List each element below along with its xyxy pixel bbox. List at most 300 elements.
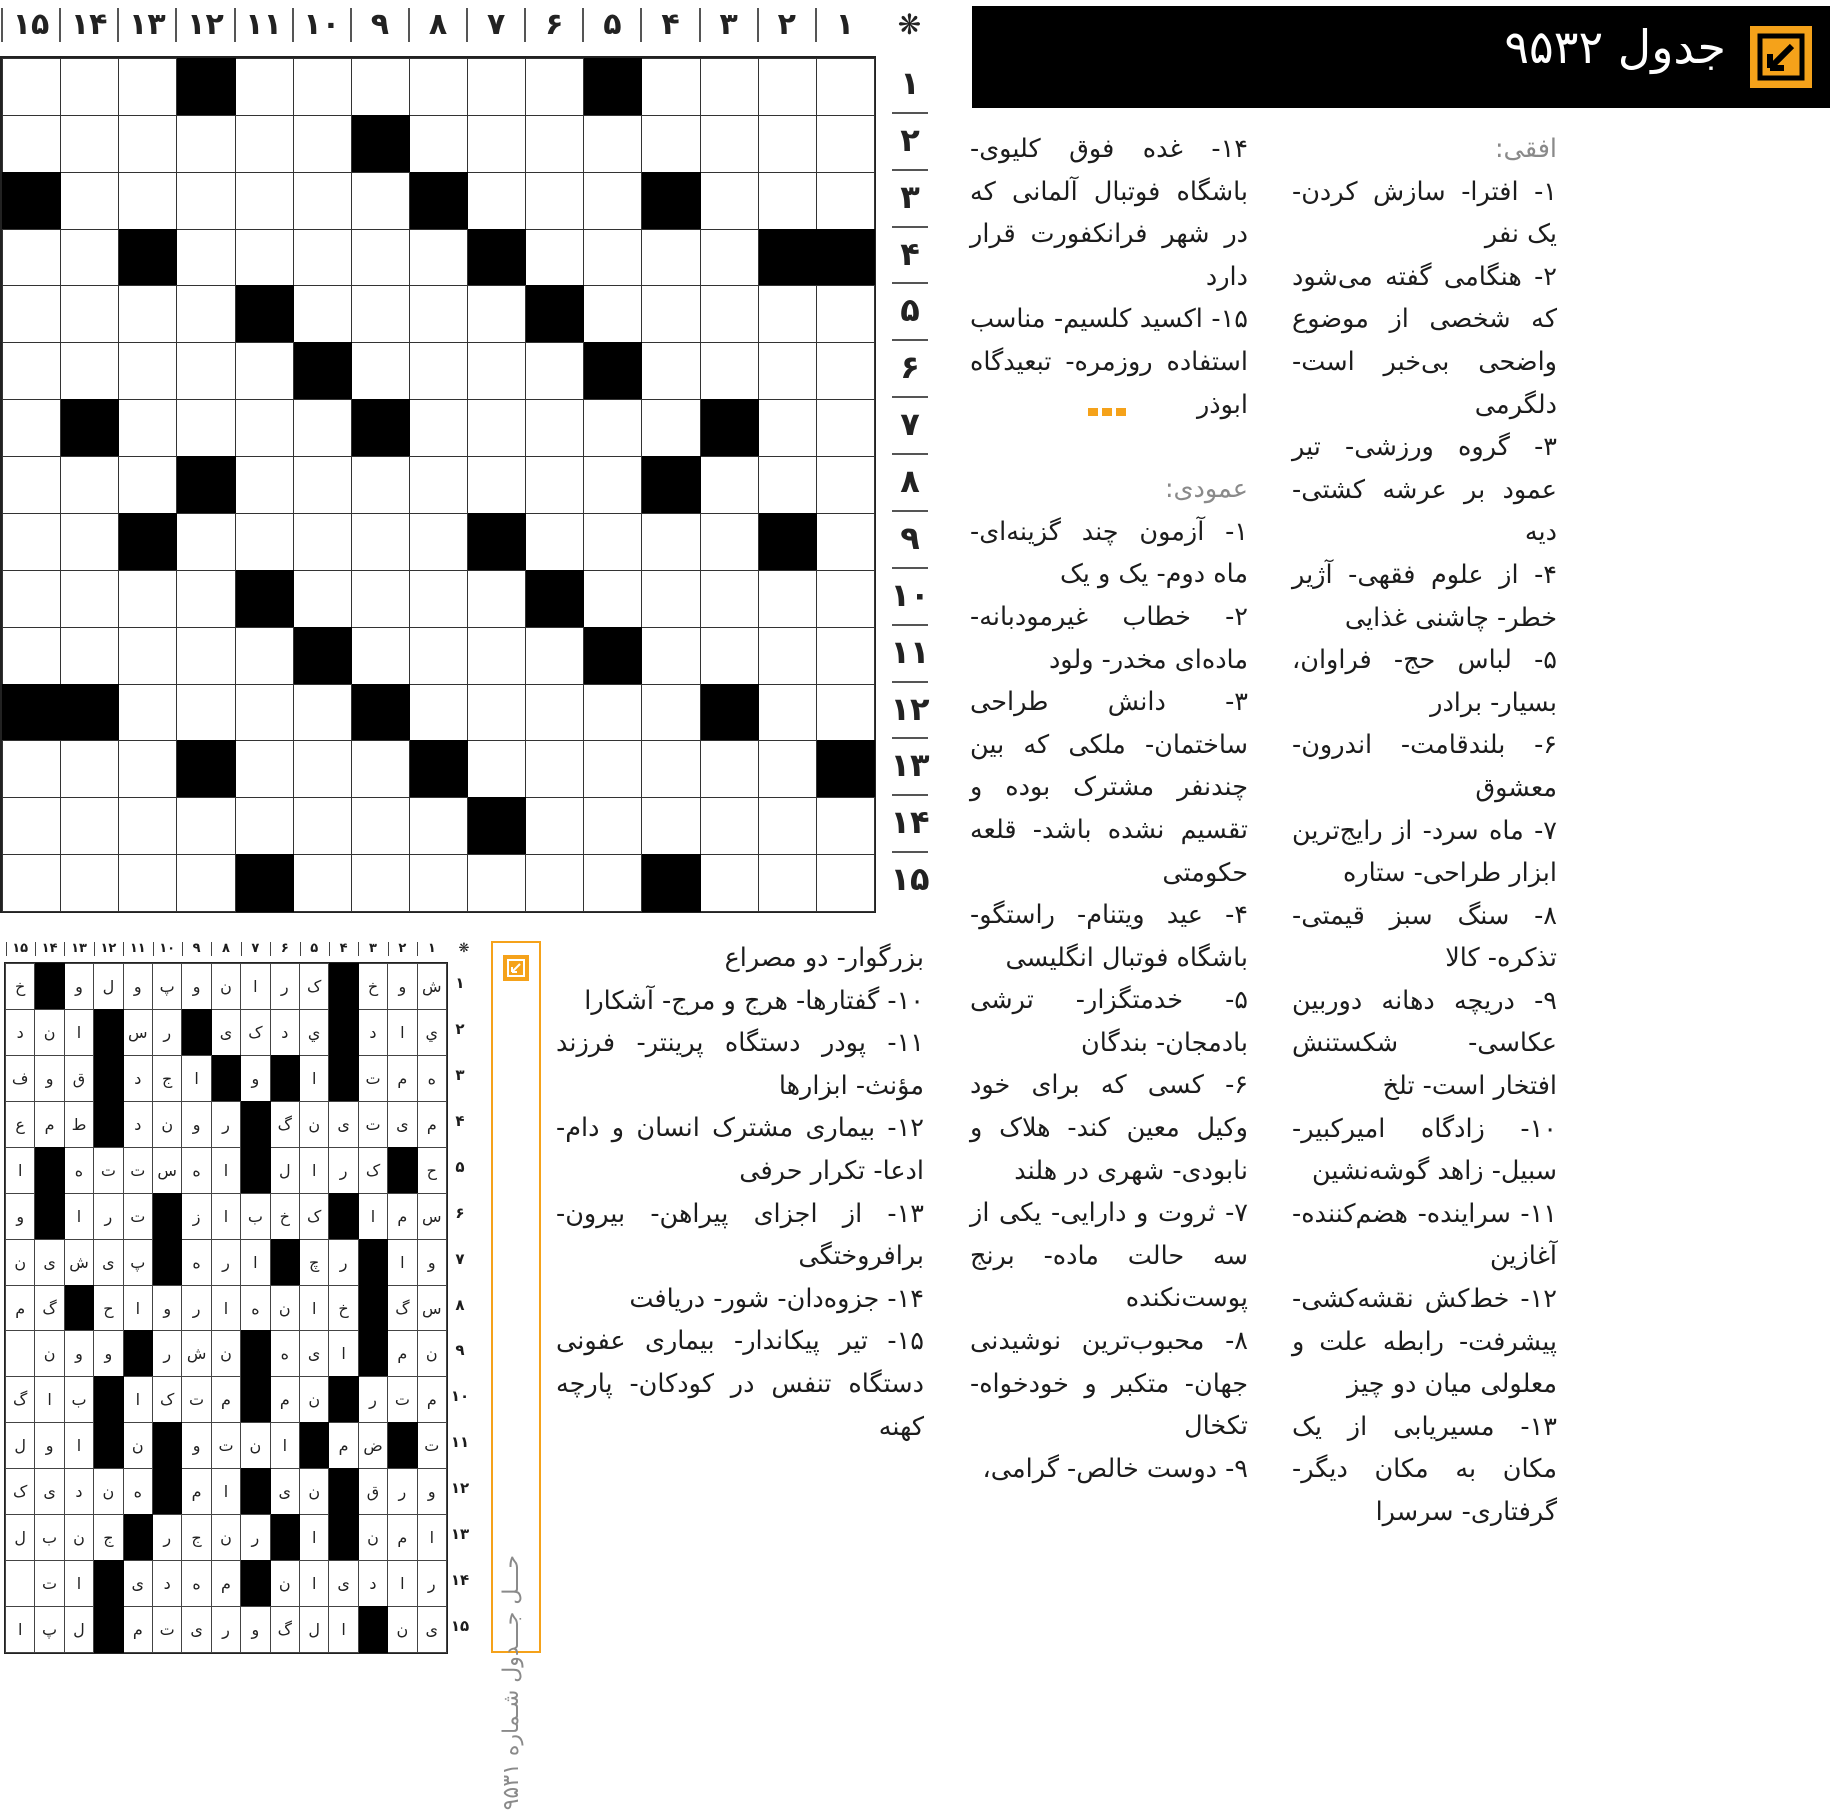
empty-cell[interactable]	[641, 684, 700, 742]
empty-cell[interactable]	[409, 456, 468, 514]
empty-cell[interactable]	[60, 797, 119, 855]
empty-cell[interactable]	[176, 797, 235, 855]
solution-letter-cell: ن	[5, 1239, 35, 1286]
row-separator	[892, 453, 928, 455]
empty-cell[interactable]	[467, 684, 526, 742]
solution-letter-cell: ض	[358, 1422, 388, 1469]
empty-cell[interactable]	[583, 456, 642, 514]
empty-cell[interactable]	[467, 115, 526, 173]
solution-letter-cell: و	[387, 963, 417, 1010]
empty-cell[interactable]	[758, 570, 817, 628]
solution-letter-cell: م	[387, 1193, 417, 1240]
empty-cell[interactable]	[700, 115, 759, 173]
empty-cell[interactable]	[235, 229, 294, 287]
empty-cell[interactable]	[525, 342, 584, 400]
solution-letter-cell: ا	[387, 1239, 417, 1286]
empty-cell[interactable]	[700, 740, 759, 798]
row-number: ۱۳	[890, 746, 930, 785]
empty-cell[interactable]	[351, 627, 410, 685]
empty-cell[interactable]	[409, 513, 468, 571]
solution-letter-cell: س	[417, 1285, 447, 1332]
empty-cell[interactable]	[525, 513, 584, 571]
empty-cell[interactable]	[700, 229, 759, 287]
empty-cell[interactable]	[293, 399, 352, 457]
empty-cell[interactable]	[60, 740, 119, 798]
empty-cell[interactable]	[525, 627, 584, 685]
empty-cell[interactable]	[235, 740, 294, 798]
empty-cell[interactable]	[700, 627, 759, 685]
solution-letter-cell: گ	[270, 1101, 300, 1148]
empty-cell[interactable]	[351, 172, 410, 230]
empty-cell[interactable]	[2, 797, 61, 855]
empty-cell[interactable]	[700, 456, 759, 514]
empty-cell[interactable]	[525, 854, 584, 912]
row-separator	[892, 339, 928, 341]
empty-cell[interactable]	[467, 627, 526, 685]
empty-cell[interactable]	[293, 58, 352, 116]
clue-item: ۱۱- پودر دستگاه پرینتر- فرزند مؤنث- ابزارها	[556, 1028, 924, 1101]
empty-cell[interactable]	[409, 570, 468, 628]
empty-cell[interactable]	[641, 229, 700, 287]
empty-cell[interactable]	[351, 570, 410, 628]
empty-cell[interactable]	[758, 627, 817, 685]
clue-item: ۷- ثروت و دارایی- یکی از سه حالت ماده- برنج پوست‌نکنده	[970, 1198, 1248, 1314]
empty-cell[interactable]	[293, 513, 352, 571]
solution-letter-cell: ا	[34, 1376, 64, 1423]
solution-letter-cell: ی	[387, 1101, 417, 1148]
black-cell	[235, 285, 294, 343]
solution-letter-cell: ا	[328, 1606, 358, 1653]
empty-cell[interactable]	[467, 570, 526, 628]
column-number: ۱۴	[70, 7, 108, 42]
empty-cell[interactable]	[583, 513, 642, 571]
empty-cell[interactable]	[293, 115, 352, 173]
empty-cell[interactable]	[118, 854, 177, 912]
black-cell	[118, 229, 177, 287]
empty-cell[interactable]	[2, 627, 61, 685]
empty-cell[interactable]	[2, 740, 61, 798]
empty-cell[interactable]	[118, 740, 177, 798]
empty-cell[interactable]	[2, 58, 61, 116]
clue-item: ۱۳- مسیریابی از یک مکان به مکان دیگر- گرفتاری- سرسرا	[1292, 1411, 1557, 1527]
empty-cell[interactable]	[525, 797, 584, 855]
empty-cell[interactable]	[816, 115, 875, 173]
empty-cell[interactable]	[583, 740, 642, 798]
across-heading: افقی:	[1494, 134, 1557, 164]
empty-cell[interactable]	[467, 456, 526, 514]
empty-cell[interactable]	[409, 399, 468, 457]
column-number: ۹	[370, 7, 390, 42]
solution-letter-cell: و	[240, 1606, 270, 1653]
empty-cell[interactable]	[816, 58, 875, 116]
empty-cell[interactable]	[60, 570, 119, 628]
empty-cell[interactable]	[176, 399, 235, 457]
empty-cell[interactable]	[176, 627, 235, 685]
clue-item: ۵- خدمتگزار- ترشی بادمجان- بندگان	[970, 985, 1248, 1058]
solution-letter-cell: ت	[123, 1193, 153, 1240]
empty-cell[interactable]	[60, 342, 119, 400]
empty-cell[interactable]	[176, 684, 235, 742]
empty-cell[interactable]	[60, 854, 119, 912]
solution-label: حـــل جـــدول شـماره ۹۵۳۱	[499, 1555, 524, 1810]
corner-asterisk: ❋	[458, 941, 470, 956]
solution-letter-cell: د	[270, 1009, 300, 1056]
row-separator	[892, 112, 928, 114]
empty-cell[interactable]	[235, 342, 294, 400]
empty-cell[interactable]	[641, 58, 700, 116]
solution-black-cell	[240, 1101, 270, 1148]
empty-cell[interactable]	[118, 797, 177, 855]
empty-cell[interactable]	[525, 684, 584, 742]
empty-cell[interactable]	[700, 285, 759, 343]
empty-cell[interactable]	[118, 627, 177, 685]
solution-black-cell	[270, 1514, 300, 1561]
empty-cell[interactable]	[525, 115, 584, 173]
empty-cell[interactable]	[2, 285, 61, 343]
empty-cell[interactable]	[641, 285, 700, 343]
solution-letter-cell: م	[181, 1468, 211, 1515]
empty-cell[interactable]	[583, 854, 642, 912]
solution-column-number: ۳	[369, 941, 377, 956]
empty-cell[interactable]	[176, 570, 235, 628]
empty-cell[interactable]	[409, 627, 468, 685]
empty-cell[interactable]	[409, 684, 468, 742]
empty-cell[interactable]	[409, 854, 468, 912]
empty-cell[interactable]	[351, 229, 410, 287]
black-cell	[409, 740, 468, 798]
empty-cell[interactable]	[293, 684, 352, 742]
solution-letter-cell: ا	[64, 1009, 94, 1056]
solution-letter-cell: م	[417, 1101, 447, 1148]
empty-cell[interactable]	[176, 285, 235, 343]
empty-cell[interactable]	[176, 115, 235, 173]
empty-cell[interactable]	[235, 627, 294, 685]
solution-letter-cell: ک	[299, 963, 329, 1010]
empty-cell[interactable]	[583, 285, 642, 343]
empty-cell[interactable]	[118, 684, 177, 742]
empty-cell[interactable]	[525, 229, 584, 287]
page-title: جدول ۹۵۳۲	[1504, 20, 1726, 74]
empty-cell[interactable]	[60, 229, 119, 287]
empty-cell[interactable]	[700, 172, 759, 230]
empty-cell[interactable]	[235, 399, 294, 457]
solution-column-number: ۱۳	[71, 941, 87, 956]
empty-cell[interactable]	[176, 229, 235, 287]
solution-letter-cell: ن	[123, 1422, 153, 1469]
empty-cell[interactable]	[351, 456, 410, 514]
empty-cell[interactable]	[60, 513, 119, 571]
empty-cell[interactable]	[467, 285, 526, 343]
black-cell	[641, 456, 700, 514]
column-number: ۲	[777, 7, 796, 42]
empty-cell[interactable]	[351, 285, 410, 343]
empty-cell[interactable]	[118, 399, 177, 457]
black-cell	[176, 58, 235, 116]
solution-letter-cell: ل	[64, 1606, 94, 1653]
solution-letter-cell: ن	[34, 1009, 64, 1056]
empty-cell[interactable]	[641, 627, 700, 685]
empty-cell[interactable]	[816, 854, 875, 912]
solution-row-number: ۱۲	[450, 1479, 470, 1498]
empty-cell[interactable]	[235, 513, 294, 571]
empty-cell[interactable]	[60, 172, 119, 230]
empty-cell[interactable]	[641, 740, 700, 798]
solution-black-cell	[93, 1422, 123, 1469]
empty-cell[interactable]	[235, 456, 294, 514]
empty-cell[interactable]	[351, 342, 410, 400]
solution-black-cell	[270, 1239, 300, 1286]
empty-cell[interactable]	[2, 229, 61, 287]
empty-cell[interactable]	[816, 684, 875, 742]
solution-letter-cell: ا	[328, 1330, 358, 1377]
empty-cell[interactable]	[467, 399, 526, 457]
empty-cell[interactable]	[467, 740, 526, 798]
empty-cell[interactable]	[409, 797, 468, 855]
empty-cell[interactable]	[293, 740, 352, 798]
row-separator	[892, 794, 928, 796]
solution-letter-cell: ت	[358, 1055, 388, 1102]
empty-cell[interactable]	[409, 58, 468, 116]
empty-cell[interactable]	[700, 797, 759, 855]
empty-cell[interactable]	[60, 58, 119, 116]
solution-letter-cell: ر	[328, 1239, 358, 1286]
empty-cell[interactable]	[60, 456, 119, 514]
solution-black-cell	[328, 1193, 358, 1240]
empty-cell[interactable]	[758, 399, 817, 457]
solution-letter-cell: د	[358, 1560, 388, 1607]
empty-cell[interactable]	[2, 342, 61, 400]
solution-row-number: ۳	[455, 1065, 465, 1084]
empty-cell[interactable]	[583, 172, 642, 230]
empty-cell[interactable]	[700, 58, 759, 116]
solution-row-number: ۱۳	[450, 1525, 470, 1544]
empty-cell[interactable]	[758, 58, 817, 116]
empty-cell[interactable]	[351, 797, 410, 855]
solution-column-number: ۸	[222, 941, 230, 956]
empty-cell[interactable]	[758, 740, 817, 798]
empty-cell[interactable]	[700, 342, 759, 400]
black-cell	[641, 854, 700, 912]
empty-cell[interactable]	[700, 513, 759, 571]
empty-cell[interactable]	[60, 627, 119, 685]
empty-cell[interactable]	[293, 797, 352, 855]
black-cell	[467, 229, 526, 287]
empty-cell[interactable]	[235, 115, 294, 173]
empty-cell[interactable]	[118, 172, 177, 230]
empty-cell[interactable]	[641, 342, 700, 400]
solution-black-cell	[387, 1147, 417, 1194]
clue-item: ۱۰- زادگاه امیرکبیر- سبیل- زاهد گوشه‌نشین	[1292, 1113, 1557, 1187]
solution-black-cell	[64, 1285, 94, 1332]
empty-cell[interactable]	[351, 58, 410, 116]
empty-cell[interactable]	[758, 342, 817, 400]
empty-cell[interactable]	[467, 342, 526, 400]
empty-cell[interactable]	[409, 229, 468, 287]
empty-cell[interactable]	[409, 342, 468, 400]
empty-cell[interactable]	[641, 115, 700, 173]
empty-cell[interactable]	[176, 854, 235, 912]
empty-cell[interactable]	[758, 172, 817, 230]
solution-letter-cell: ی	[93, 1239, 123, 1286]
empty-cell[interactable]	[176, 513, 235, 571]
empty-cell[interactable]	[525, 399, 584, 457]
solution-letter-cell: د	[5, 1009, 35, 1056]
solution-letter-cell: ش	[417, 963, 447, 1010]
empty-cell[interactable]	[118, 342, 177, 400]
empty-cell[interactable]	[118, 570, 177, 628]
empty-cell[interactable]	[176, 342, 235, 400]
empty-cell[interactable]	[235, 58, 294, 116]
empty-cell[interactable]	[583, 797, 642, 855]
empty-cell[interactable]	[467, 854, 526, 912]
solution-row-number: ۴	[455, 1111, 465, 1130]
empty-cell[interactable]	[293, 285, 352, 343]
solution-letter-cell: گ	[34, 1285, 64, 1332]
black-cell	[351, 684, 410, 742]
empty-cell[interactable]	[235, 797, 294, 855]
black-cell	[758, 229, 817, 287]
solution-column-number: ۹	[192, 941, 201, 956]
solution-column-numbers	[4, 938, 474, 960]
solution-letter-cell: ا	[299, 1285, 329, 1332]
empty-cell[interactable]	[176, 172, 235, 230]
empty-cell[interactable]	[118, 456, 177, 514]
empty-cell[interactable]	[351, 854, 410, 912]
empty-cell[interactable]	[293, 172, 352, 230]
solution-letter-cell: ر	[270, 963, 300, 1010]
empty-cell[interactable]	[816, 285, 875, 343]
solution-letter-cell: ه	[123, 1468, 153, 1515]
empty-cell[interactable]	[700, 570, 759, 628]
empty-cell[interactable]	[293, 456, 352, 514]
column-number: ۱۰	[303, 7, 341, 42]
empty-cell[interactable]	[118, 285, 177, 343]
empty-cell[interactable]	[525, 58, 584, 116]
empty-cell[interactable]	[758, 684, 817, 742]
empty-cell[interactable]	[816, 172, 875, 230]
empty-cell[interactable]	[641, 570, 700, 628]
solution-letter-cell: و	[34, 1055, 64, 1102]
black-cell	[409, 172, 468, 230]
empty-cell[interactable]	[816, 399, 875, 457]
empty-cell[interactable]	[467, 58, 526, 116]
empty-cell[interactable]	[583, 570, 642, 628]
clue-item: ۶- کسی که برای خود وکیل معین کند- هلاک و نابودی- شهری در هلند	[970, 1070, 1248, 1186]
empty-cell[interactable]	[583, 115, 642, 173]
empty-cell[interactable]	[2, 399, 61, 457]
empty-cell[interactable]	[641, 513, 700, 571]
empty-cell[interactable]	[2, 570, 61, 628]
empty-cell[interactable]	[2, 456, 61, 514]
solution-letter-cell: ا	[240, 963, 270, 1010]
empty-cell[interactable]	[583, 684, 642, 742]
empty-cell[interactable]	[583, 229, 642, 287]
empty-cell[interactable]	[118, 115, 177, 173]
solution-column-separator	[35, 942, 36, 956]
across-clues-column	[1292, 128, 1557, 1534]
black-cell	[176, 740, 235, 798]
solution-column-number: ۱۰	[159, 941, 176, 956]
empty-cell[interactable]	[816, 342, 875, 400]
empty-cell[interactable]	[758, 797, 817, 855]
empty-cell[interactable]	[758, 456, 817, 514]
solution-letter-cell: ن	[299, 1376, 329, 1423]
solution-letter-cell: ت	[152, 1606, 182, 1653]
empty-cell[interactable]	[816, 456, 875, 514]
empty-cell[interactable]	[293, 229, 352, 287]
empty-cell[interactable]	[816, 627, 875, 685]
empty-cell[interactable]	[60, 285, 119, 343]
empty-cell[interactable]	[2, 513, 61, 571]
solution-letter-cell: ت	[181, 1376, 211, 1423]
empty-cell[interactable]	[758, 285, 817, 343]
empty-cell[interactable]	[700, 854, 759, 912]
empty-cell[interactable]	[293, 570, 352, 628]
solution-letter-cell: م	[387, 1055, 417, 1102]
column-number: ۱	[835, 7, 855, 42]
solution-letter-cell: ا	[211, 1147, 241, 1194]
empty-cell[interactable]	[2, 854, 61, 912]
row-number: ۱	[900, 64, 920, 102]
empty-cell[interactable]	[816, 797, 875, 855]
clue-item: ۲- خطاب غیرمودبانه- ماده‌ای مخدر- ولود	[970, 601, 1248, 675]
empty-cell[interactable]	[816, 570, 875, 628]
empty-cell[interactable]	[118, 58, 177, 116]
solution-letter-cell: ا	[417, 1514, 447, 1561]
black-cell	[525, 570, 584, 628]
empty-cell[interactable]	[816, 513, 875, 571]
solution-column-number: ۶	[280, 941, 289, 956]
solution-letter-cell: ی	[270, 1468, 300, 1515]
solution-letter-cell: ی	[328, 1560, 358, 1607]
solution-column-number: ۱۲	[100, 941, 117, 956]
empty-cell[interactable]	[467, 172, 526, 230]
black-cell	[118, 513, 177, 571]
empty-cell[interactable]	[758, 854, 817, 912]
solution-letter-cell: م	[387, 1514, 417, 1561]
empty-cell[interactable]	[525, 456, 584, 514]
empty-cell[interactable]	[525, 740, 584, 798]
empty-cell[interactable]	[293, 854, 352, 912]
solution-black-cell	[34, 1147, 64, 1194]
row-number: ۴	[900, 234, 920, 273]
empty-cell[interactable]	[641, 797, 700, 855]
empty-cell[interactable]	[235, 172, 294, 230]
solution-letter-cell: ت	[123, 1147, 153, 1194]
empty-cell[interactable]	[235, 684, 294, 742]
empty-cell[interactable]	[583, 399, 642, 457]
clue-item: ۱- افترا- سازش کردن- یک نفر	[1292, 176, 1557, 250]
empty-cell[interactable]	[409, 285, 468, 343]
empty-cell[interactable]	[60, 115, 119, 173]
solution-black-cell	[358, 1239, 388, 1286]
empty-cell[interactable]	[351, 740, 410, 798]
solution-row-number: ۱۱	[450, 1433, 470, 1452]
empty-cell[interactable]	[525, 172, 584, 230]
empty-cell[interactable]	[409, 115, 468, 173]
clue-item: ۳- دانش طراحی ساختمان- ملکی که بین چندنفر مشترک بوده و تقسیم نشده باشد- قلعه حکومتی	[970, 687, 1248, 888]
empty-cell[interactable]	[641, 399, 700, 457]
clue-item: ۶- بلندقامت- اندرون- معشوق	[1292, 730, 1557, 803]
empty-cell[interactable]	[758, 115, 817, 173]
column-number: ۱۵	[12, 7, 50, 42]
empty-cell[interactable]	[2, 115, 61, 173]
solution-letter-cell: و	[93, 1330, 123, 1377]
empty-cell[interactable]	[351, 513, 410, 571]
corner-arrow-logo-icon	[503, 955, 529, 981]
solution-letter-cell: ج	[152, 1055, 182, 1102]
solution-letter-cell: ا	[211, 1193, 241, 1240]
